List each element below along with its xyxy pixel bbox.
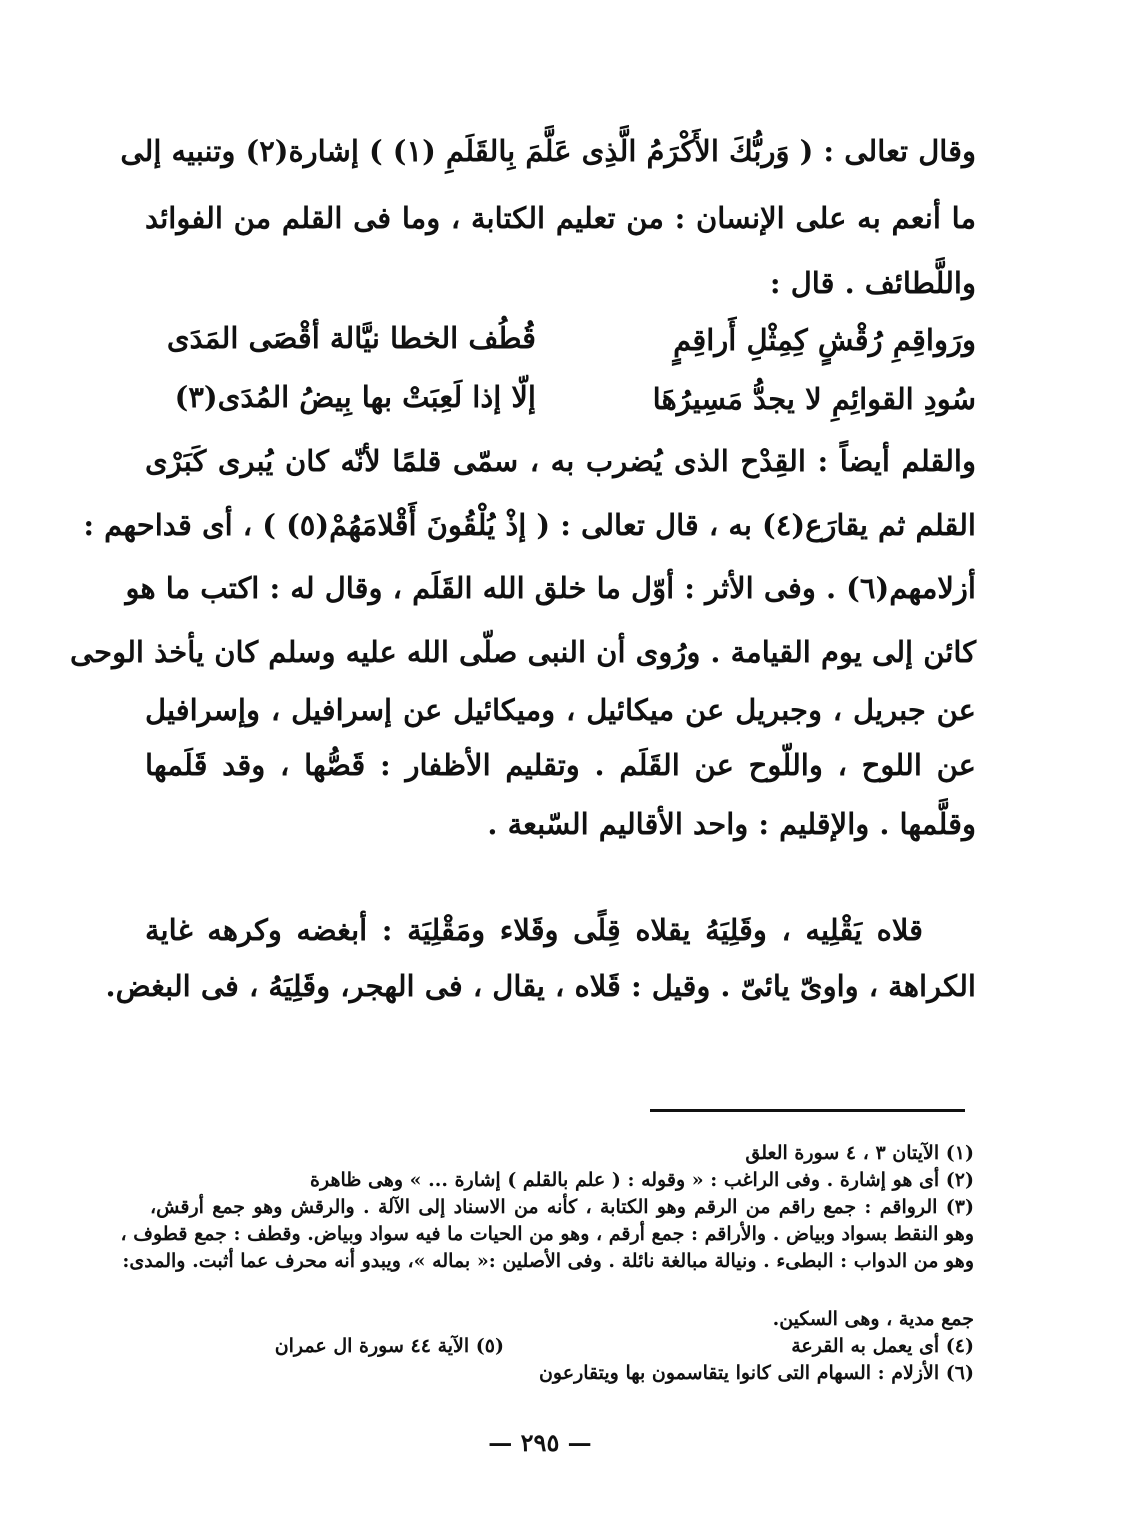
body-line: عن اللوح ، واللّوح عن القَلَم . وتقليم الأظفار : قَصُّها ، وقد قَلَمها <box>145 748 976 782</box>
body-line: ما أنعم به على الإنسان : من تعليم الكتابة ، وما فى القلم من الفوائد <box>145 201 976 235</box>
page-number: — ٢٩٥ — <box>488 1428 592 1457</box>
body-line: وقال تعالى : ( وَربُّكَ الأَكْرَمُ الَّذِى عَلَّمَ بِالقَلَمِ (١) ) إشارة(٢) وتنبيه إلى <box>120 134 976 168</box>
footnote: (٦) الأزلام : السهام التى كانوا يتقاسمون بها ويتقارعون <box>538 1362 974 1384</box>
verse-hemistich: ورَواقِمِ رُقْشٍ كِمِثْلِ أَراقِمٍ <box>673 323 976 357</box>
footnote: جمع مدية ، وهى السكين. <box>772 1308 974 1330</box>
footnote: وهو من الدواب : البطىء . ونيالة مبالغة نائلة . وفى الأصلين :« بماله »، ويبدو أنه محرف عما أثبت. والمدى: <box>122 1250 974 1272</box>
body-line: أزلامهم(٦) . وفى الأثر : أوّل ما خلق الله القَلَم ، وقال له : اكتب ما هو <box>125 571 976 605</box>
footnote: وهو النقط بسواد وبياض . والأراقم : جمع أرقم ، وهو من الحيات ما فيه سواد وبياض. وقطف : جمع قطوف ، <box>120 1223 974 1245</box>
body-line: كائن إلى يوم القيامة . ورُوى أن النبى صلّى الله عليه وسلم كان يأخذ الوحى <box>70 635 976 669</box>
body-line: واللَّطائف . قال : <box>769 266 976 300</box>
footnote: (٣) الرواقم : جمع راقم من الرقم وهو الكتابة ، كأنه من الاسناد إلى الآلة . والرقش وهو جمع أرقش، <box>150 1196 974 1218</box>
body-line: الكراهة ، واوىّ يائىّ . وقيل : قَلاه ، يقال ، فى الهجر، وقَلِيَهُ ، فى البغض. <box>105 969 976 1003</box>
body-line: والقلم أيضاً : القِدْح الذى يُضرب به ، سمّى قلمًا لأنّه كان يُبرى كَبَرْى <box>145 444 976 478</box>
body-line: وقلَّمها . والإقليم : واحد الأقاليم السّبعة . <box>487 807 976 841</box>
body-line: عن جبريل ، وجبريل عن ميكائيل ، وميكائيل عن إسرافيل ، وإسرافيل <box>145 693 976 727</box>
verse-hemistich: قُطُف الخطا نيَّالة أقْصَى المَدَى <box>166 321 536 355</box>
footnote: (٢) أى هو إشارة . وفى الراغب : « وقوله : ( علم بالقلم ) إشارة ... » وهى ظاهرة <box>310 1169 974 1191</box>
body-line: القلم ثم يقارَع(٤) به ، قال تعالى : ( إذْ يُلْقُونَ أَقْلامَهُمْ(٥) ) ، أى قداحهم : <box>83 508 976 542</box>
verse-hemistich: سُودِ القوائِمِ لا يجدُّ مَسِيرُهَا <box>652 382 976 416</box>
footnote: (٤) أى يعمل به القرعة <box>791 1335 974 1357</box>
footnote: (١) الآيتان ٣ ، ٤ سورة العلق <box>745 1142 974 1164</box>
body-line: قلاه يَقْلِيه ، وقَلِيَهُ يقلاه قِلًى وقَلاء ومَقْلِيَة : أبغضه وكرهه غاية <box>145 913 923 947</box>
footnote: (٥) الآية ٤٤ سورة ال عمران <box>274 1335 504 1357</box>
footnote-separator <box>650 1109 965 1112</box>
verse-hemistich: إلّا إذا لَعِبَتْ بها بِيضُ المُدَى(٣) <box>174 380 536 414</box>
